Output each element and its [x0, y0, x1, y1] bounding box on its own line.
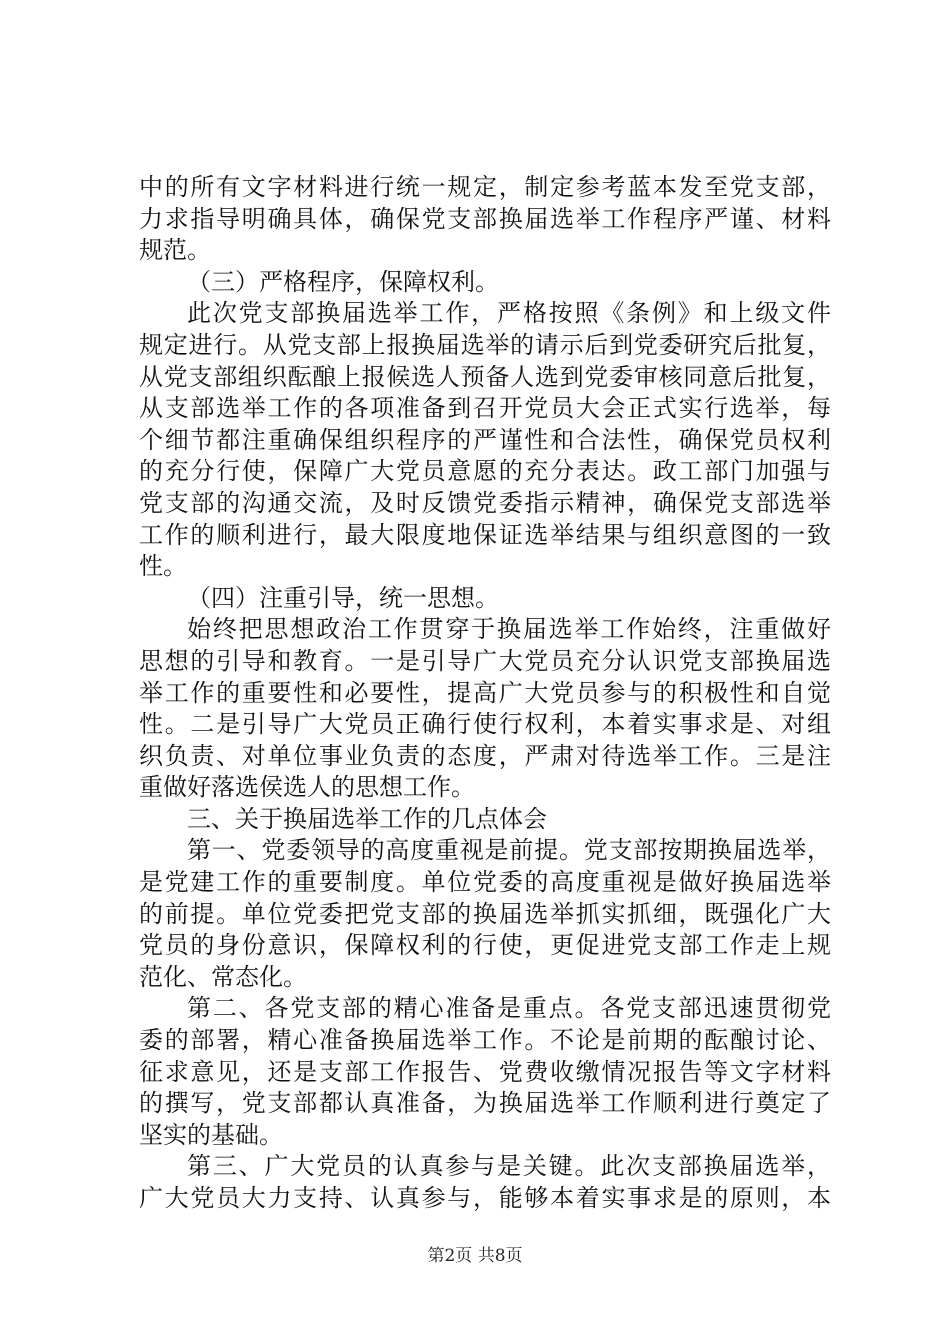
- text-line: 此次党支部换届选举工作，严格按照《条例》和上级文件: [187, 299, 831, 328]
- section-heading: 三、关于换届选举工作的几点体会: [187, 804, 547, 833]
- text-line: 是党建工作的重要制度。单位党委的高度重视是做好换届选举: [139, 868, 831, 897]
- text-line: 第二、各党支部的精心准备是重点。各党支部迅速贯彻党: [187, 994, 831, 1023]
- text-line: 的前提。单位党委把党支部的换届选举抓实抓细，既强化广大: [139, 899, 831, 928]
- text-line: 征求意见，还是支部工作报告、党费收缴情况报告等文字材料: [139, 1057, 831, 1086]
- text-line: 性。二是引导广大党员正确行使行权利，本着实事求是、对组: [139, 710, 831, 739]
- text-line: 从支部选举工作的各项准备到召开党员大会正式实行选举，每: [139, 394, 831, 423]
- page-footer: 第2页 共8页: [427, 1246, 523, 1266]
- text-line: 的充分行使，保障广大党员意愿的充分表达。政工部门加强与: [139, 457, 831, 486]
- text-line: 思想的引导和教育。一是引导广大党员充分认识党支部换届选: [139, 646, 831, 675]
- section-heading: （三）严格程序，保障权利。: [187, 267, 499, 296]
- text-line: 党员的身份意识，保障权利的行使，更促进党支部工作走上规: [139, 931, 831, 960]
- text-line: 广大党员大力支持、认真参与，能够本着实事求是的原则，本: [139, 1184, 831, 1212]
- text-line: 性。: [139, 552, 187, 581]
- text-line: 规范。: [139, 236, 211, 265]
- text-line: 始终把思想政治工作贯穿于换届选举工作始终，注重做好: [187, 615, 831, 644]
- text-line: 从党支部组织酝酿上报候选人预备人选到党委审核同意后批复，: [139, 362, 831, 391]
- text-line: 举工作的重要性和必要性，提高广大党员参与的积极性和自觉: [139, 678, 831, 707]
- text-line: 第三、广大党员的认真参与是关键。此次支部换届选举，: [187, 1152, 831, 1181]
- text-line: 第一、党委领导的高度重视是前提。党支部按期换届选举，: [187, 836, 831, 865]
- text-line: 范化、常态化。: [139, 962, 307, 991]
- text-line: 的撰写，党支部都认真准备，为换届选举工作顺利进行奠定了: [139, 1089, 831, 1118]
- text-line: 重做好落选侯选人的思想工作。: [139, 773, 475, 802]
- text-line: 力求指导明确具体，确保党支部换届选举工作程序严谨、材料: [139, 204, 831, 233]
- text-line: 委的部署，精心准备换届选举工作。不论是前期的酝酿讨论、: [139, 1026, 831, 1055]
- text-line: 坚实的基础。: [139, 1120, 283, 1149]
- document-body: [139, 172, 831, 1215]
- text-line: 党支部的沟通交流，及时反馈党委指示精神，确保党支部选举: [139, 488, 831, 517]
- text-line: 织负责、对单位事业负责的态度，严肃对待选举工作。三是注: [139, 741, 831, 770]
- section-heading: （四）注重引导，统一思想。: [187, 583, 499, 612]
- text-line: 中的所有文字材料进行统一规定，制定参考蓝本发至党支部，: [139, 173, 831, 201]
- text-line: 个细节都注重确保组织程序的严谨性和合法性，确保党员权利: [139, 425, 831, 454]
- text-line: 工作的顺利进行，最大限度地保证选举结果与组织意图的一致: [139, 520, 831, 549]
- text-line: 规定进行。从党支部上报换届选举的请示后到党委研究后批复，: [139, 330, 831, 359]
